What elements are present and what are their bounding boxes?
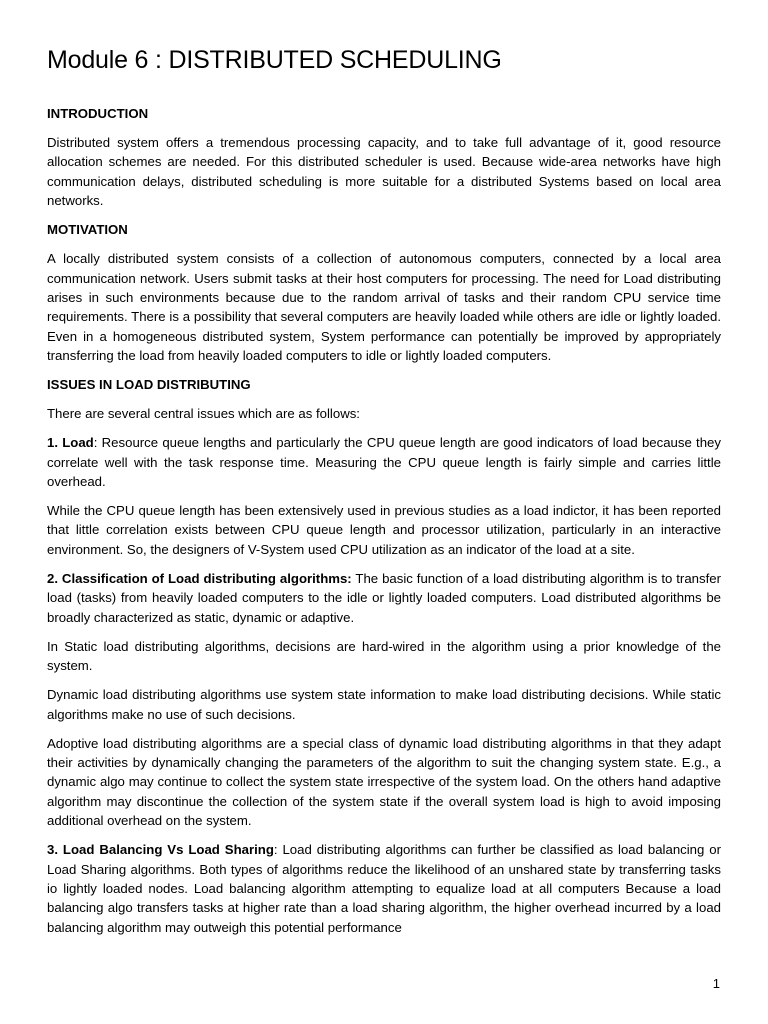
- balancing-paragraph: [47, 840, 721, 937]
- classification-paragraph: [47, 569, 721, 627]
- balancing-lead: 3. Load Balancing Vs Load Sharing: [47, 842, 274, 858]
- load-lead: 1. Load: [47, 435, 94, 451]
- load-text: : Resource queue lengths and particularly the CPU queue length are good indicators of load because they correlate well with the task response time. Measuring the CPU queue length is fairly simple and carries little overhead.: [47, 435, 721, 490]
- classification-lead: 2. Classification of Load distributing algorithms:: [47, 570, 352, 586]
- load-paragraph: [47, 433, 721, 491]
- adaptive-algorithms-paragraph: Adoptive load distributing algorithms are a special class of dynamic load distributing algorithms in that they adapt their activities by dynamically changing the parameters of the algorithm to suit the changing system state. E.g., a dynamic algo may continue to collect the system state irrespective of the system load. On the others hand adaptive algorithm may discontinue the collection of the system state if the overall system load is high to avoid imposing additional overhead on the system.: [47, 735, 721, 829]
- issues-heading: ISSUES IN LOAD DISTRIBUTING: [47, 377, 251, 393]
- motivation-paragraph: A locally distributed system consists of a collection of autonomous computers, connected by a local area communication network. Users submit tasks at their host computers for processing. The need for Load distributing arises in such environments because due to the random arrival of tasks and their random CPU service time requirements. There is a possibility that several computers are heavily loaded while others are idle or lightly loaded. Even in a homogeneous distributed system, System performance can potentially be improved by appropriately transferring the load from heavily loaded computers to idle or lightly loaded computers.: [47, 251, 721, 364]
- page-number: 1: [712, 976, 720, 991]
- load-followup-paragraph: While the CPU queue length has been extensively used in previous studies as a load indictor, it has been reported that little correlation exists between CPU queue length and processor utilization, particularly in an interactive environment. So, the designers of V-System used CPU utilization as an indicator of the load at a site.: [47, 503, 721, 557]
- classification-text: The basic function of a load distributing algorithm is to transfer load (tasks) from heavily loaded computers to the idle or lightly loaded computers. Load distributed algorithms be broadly characterized as static, dynamic or adaptive.: [47, 570, 721, 625]
- introduction-paragraph: Distributed system offers a tremendous processing capacity, and to take full advantage of it, good resource allocation schemes are needed. For this distributed scheduler is used. Because wide-area networks have high communication delays, distributed scheduling is more suitable for a distributed Systems based on local area networks.: [47, 135, 721, 209]
- motivation-heading: MOTIVATION: [47, 222, 128, 238]
- issues-intro: There are several central issues which are as follows:: [47, 406, 360, 422]
- static-algorithms-paragraph: In Static load distributing algorithms, decisions are hard-wired in the algorithm using a prior knowledge of the system.: [47, 638, 721, 674]
- dynamic-algorithms-paragraph: Dynamic load distributing algorithms use system state information to make load distributing decisions. While static algorithms make no use of such decisions.: [47, 687, 721, 722]
- balancing-text: : Load distributing algorithms can further be classified as load balancing or Load Sharing algorithms. Both types of algorithms reduce the likelihood of an unshared state by transferring tasks io lightly loaded nodes. Load balancing algorithm attempting to equalize load at all computers Because a load balancing algo transfers tasks at higher rate than a load sharing algorithm, the higher overhead incurred by a load balancing algorithm may outweigh this potential performance: [47, 842, 721, 935]
- document-body: [47, 104, 721, 947]
- page-title: Module 6 : DISTRIBUTED SCHEDULING: [47, 46, 502, 74]
- introduction-heading: INTRODUCTION: [47, 106, 149, 121]
